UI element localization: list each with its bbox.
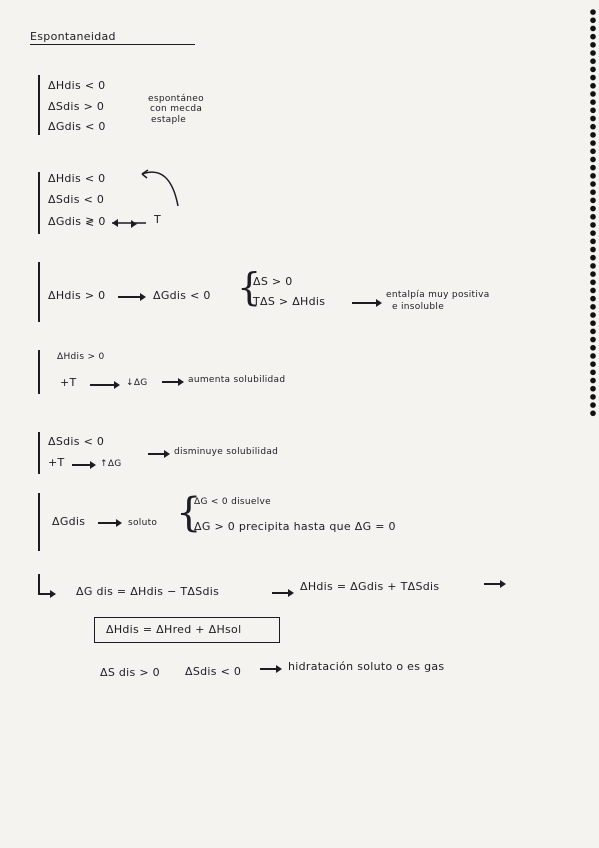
block7-boxed: ΔHdis = ΔHred + ΔHsol [106, 623, 242, 636]
block6-brace: { [176, 490, 202, 536]
block6-soluto: soluto [128, 518, 158, 528]
block6-top: ΔG < 0 disuelve [194, 497, 271, 507]
block7-arrow3 [260, 668, 280, 670]
block4-dg: ↓ΔG [126, 378, 148, 388]
block3-brace-top: ΔS > 0 [253, 275, 293, 288]
block4-bar [38, 350, 40, 394]
block3-mid: ΔGdis < 0 [153, 289, 211, 302]
block7-arrow2 [484, 583, 504, 585]
block4-arrow2 [162, 381, 182, 383]
block3-brace: { [237, 265, 262, 309]
block3-left: ΔHdis > 0 [48, 289, 106, 302]
block7-bottom-left: ΔS dis > 0 [100, 666, 160, 679]
block1-line1: ΔHdis < 0 [48, 79, 106, 92]
block1-note3: estaple [151, 115, 187, 125]
block3-bar [38, 262, 40, 322]
block4-line1: ΔHdis > 0 [57, 352, 105, 362]
block3-arrow2 [352, 302, 380, 304]
block3-result1: entalpía muy positiva [386, 290, 490, 300]
block7-eq1: ΔG dis = ΔHdis − TΔSdis [76, 585, 220, 598]
title-underline [30, 44, 195, 45]
block5-arrow1 [72, 464, 94, 466]
block6-arrow [98, 522, 120, 524]
block2-line1: ΔHdis < 0 [48, 172, 106, 185]
block6-left: ΔGdis [52, 515, 86, 528]
block1-note1: espontáneo [148, 94, 204, 104]
page-title: Espontaneidad [30, 30, 116, 43]
block2-line2: ΔSdis < 0 [48, 193, 105, 206]
block5-line1: ΔSdis < 0 [48, 435, 105, 448]
block7-bottom-mid: ΔSdis < 0 [185, 665, 242, 678]
block3-brace-bottom: TΔS > ΔHdis [253, 295, 326, 308]
block1-bar [38, 75, 40, 135]
block1-note2: con mecda [150, 104, 203, 114]
block7-bottom-result: hidratación soluto o es gas [288, 660, 445, 673]
block1-line3: ΔGdis < 0 [48, 120, 106, 133]
left-arrow-icon [108, 217, 148, 229]
block5-bar [38, 432, 40, 474]
curved-arrow-icon [140, 168, 190, 218]
block5-arrow2 [148, 453, 168, 455]
block2-t-label: T [154, 213, 162, 226]
block4-arrow1 [90, 384, 118, 386]
block6-bar [38, 493, 40, 551]
block5-dg: ↑ΔG [100, 459, 122, 469]
block5-plus-t: +T [48, 456, 65, 469]
block3-result2: e insoluble [392, 302, 445, 312]
spiral-binding [589, 8, 597, 418]
block2-line3: ΔGdis ≷ 0 [48, 215, 106, 228]
block4-plus-t: +T [60, 376, 77, 389]
block7-eq2: ΔHdis = ΔGdis + TΔSdis [300, 580, 440, 593]
block3-arrow1 [118, 296, 144, 298]
block7-bent-arrow [38, 593, 54, 595]
block1-line2: ΔSdis > 0 [48, 100, 105, 113]
block4-result: aumenta solubilidad [188, 375, 286, 385]
block2-bar [38, 172, 40, 234]
block5-result: disminuye solubilidad [174, 447, 279, 457]
block7-bar [38, 574, 40, 594]
block7-arrow1 [272, 592, 292, 594]
block6-bottom: ΔG > 0 precipita hasta que ΔG = 0 [194, 520, 396, 533]
